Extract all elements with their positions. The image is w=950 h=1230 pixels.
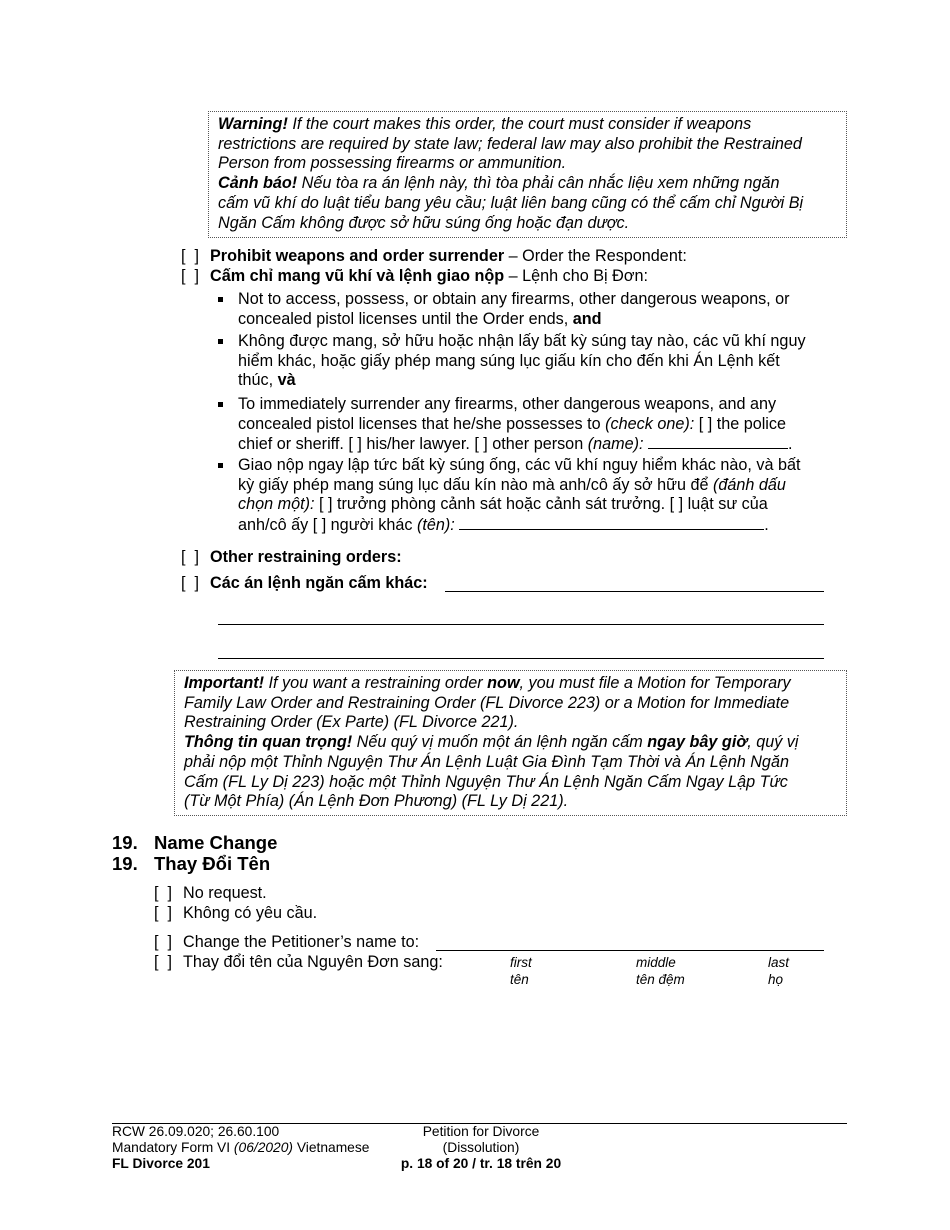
change-name-en: [ ] Change the Petitioner’s name to: [154,933,420,951]
last-name-label: last họ [768,955,790,987]
section-19-title-en: 19. Name Change [112,832,278,853]
weapons-bullet-1: Not to access, possess, or obtain any firearms, other dangerous weapons, or concealed pistol licenses until the Order ends, and [238,290,790,328]
other-person-name-field-vi[interactable] [459,515,764,530]
other-orders-en: [ ] Other restraining orders: [181,548,402,566]
no-request-checkbox-vi[interactable]: [ ] [154,904,172,922]
no-request-checkbox[interactable]: [ ] [154,884,172,902]
footer-form: Mandatory Form VI (06/2020) Vietnamese [112,1140,370,1155]
middle-name-label: middle tên đệm [636,955,685,987]
warning-en-label: Warning! [218,115,288,133]
warning-en-line-2: restrictions are required by state law; federal law may also prohibit the Restrained [218,134,802,153]
other-orders-checkbox-vi[interactable]: [ ] [181,574,199,592]
warning-vi-label: Cảnh báo! [218,174,298,193]
warning-vi-line-2: cấm vũ khí do luật tiểu bang yêu cầu; luật liên bang cũng có thể cấm chỉ Người Bị [218,193,804,212]
important-en-line-1: Important! If you want a restraining order now, you must file a Motion for Temporary [184,674,791,692]
first-name-label: first tên [510,955,532,987]
footer-left [112,1124,369,1172]
weapons-bullet-2: Không được mang, sở hữu hoặc nhận lấy bất kỳ súng tay nào, các vũ khí nguy hiểm khác, hoặc giấy phép mang súng lục giấu kín cho đến khi Án Lệnh kết thúc, và [238,332,806,390]
bullet-marker [218,339,223,344]
important-en-line-3: Restraining Order (Ex Parte) (FL Divorce 221). [184,713,519,732]
warning-en-line-3: Person from possessing firearms or ammunition. [218,154,567,173]
other-orders-line-3[interactable] [218,658,824,659]
change-name-checkbox-vi[interactable]: [ ] [154,953,172,971]
important-vi-line-4: (Từ Một Phía) (Án Lệnh Đơn Phương) (FL Ly Dị 221). [184,792,569,811]
important-vi-line-2: phải nộp một Thỉnh Nguyện Thư Án Lệnh Luật Gia Đình Tạm Thời và Án Lệnh Ngăn [184,752,789,771]
other-orders-line-1[interactable] [445,591,824,592]
change-name-vi: [ ] Thay đổi tên của Nguyên Đơn sang: [154,953,443,971]
weapons-heading-vi: [ ] Cấm chỉ mang vũ khí và lệnh giao nộp – Lệnh cho Bị Đơn: [181,267,648,285]
warning-vi-line-1: Cảnh báo! Nếu tòa ra án lệnh này, thì tòa phải cân nhắc liệu xem những ngăn [218,174,780,193]
weapons-heading-en: [ ] Prohibit weapons and order surrender – Order the Respondent: [181,247,687,265]
weapons-checkbox[interactable]: [ ] [181,247,199,265]
weapons-checkbox-vi[interactable]: [ ] [181,267,199,285]
important-vi-line-3: Cấm (FL Ly Dị 223) hoặc một Thỉnh Nguyện Thư Án Lệnh Ngăn Cấm Ngay Lập Tức [184,772,788,791]
important-en-line-2: Family Law Order and Restraining Order (FL Divorce 223) or a Motion for Immediate [184,693,790,712]
warning-vi-line-3: Ngăn Cấm không được sở hữu súng ống hoặc đạn dược. [218,213,630,232]
warning-box [208,111,847,238]
footer-title-2: (Dissolution) [442,1140,520,1155]
footer-title-1: Petition for Divorce [422,1124,540,1139]
important-vi-line-1: Thông tin quan trọng! Nếu quý vị muốn một án lệnh ngăn cấm ngay bây giờ, quý vị [184,733,799,752]
other-orders-line-2[interactable] [218,624,824,625]
no-request-vi: [ ] Không có yêu cầu. [154,904,318,922]
weapons-bullet-4: Giao nộp ngay lập tức bất kỳ súng ống, các vũ khí nguy hiểm khác nào, và bất kỳ giấy phép mang súng lục dấu kín nào mà anh/cô ấy sở hữu để (đánh dấu chọn một): [ ] trưởng phòng cảnh sát hoặc cảnh sát trưởng. [ ] luật sư của anh/cô ấy [ ] người khác (tên): . [238,456,801,535]
bullet-marker [218,463,223,468]
section-19-title-vi: 19. Thay Đổi Tên [112,853,271,874]
new-name-field[interactable] [436,950,824,951]
footer-form-id: FL Divorce 201 [112,1156,210,1171]
footer-center [396,1124,566,1172]
no-request-en: [ ] No request. [154,884,267,902]
other-orders-vi: [ ] Các án lệnh ngăn cấm khác: [181,574,428,592]
change-name-checkbox[interactable]: [ ] [154,933,172,951]
bullet-marker [218,402,223,407]
footer-rcw: RCW 26.09.020; 26.60.100 [112,1124,280,1139]
other-person-name-field[interactable] [648,434,788,449]
footer-page: p. 18 of 20 / tr. 18 trên 20 [400,1156,562,1171]
warning-en-line-1: Warning! If the court makes this order, the court must consider if weapons [218,115,752,133]
other-orders-checkbox[interactable]: [ ] [181,548,199,566]
important-box [174,670,847,816]
weapons-bullet-3: To immediately surrender any firearms, other dangerous weapons, and any concealed pistol licenses that he/she possesses to (check one): [ ] the police chief or sheriff. [ ] his/her lawyer. [ ] other person (name): . [238,395,793,454]
bullet-marker [218,297,223,302]
